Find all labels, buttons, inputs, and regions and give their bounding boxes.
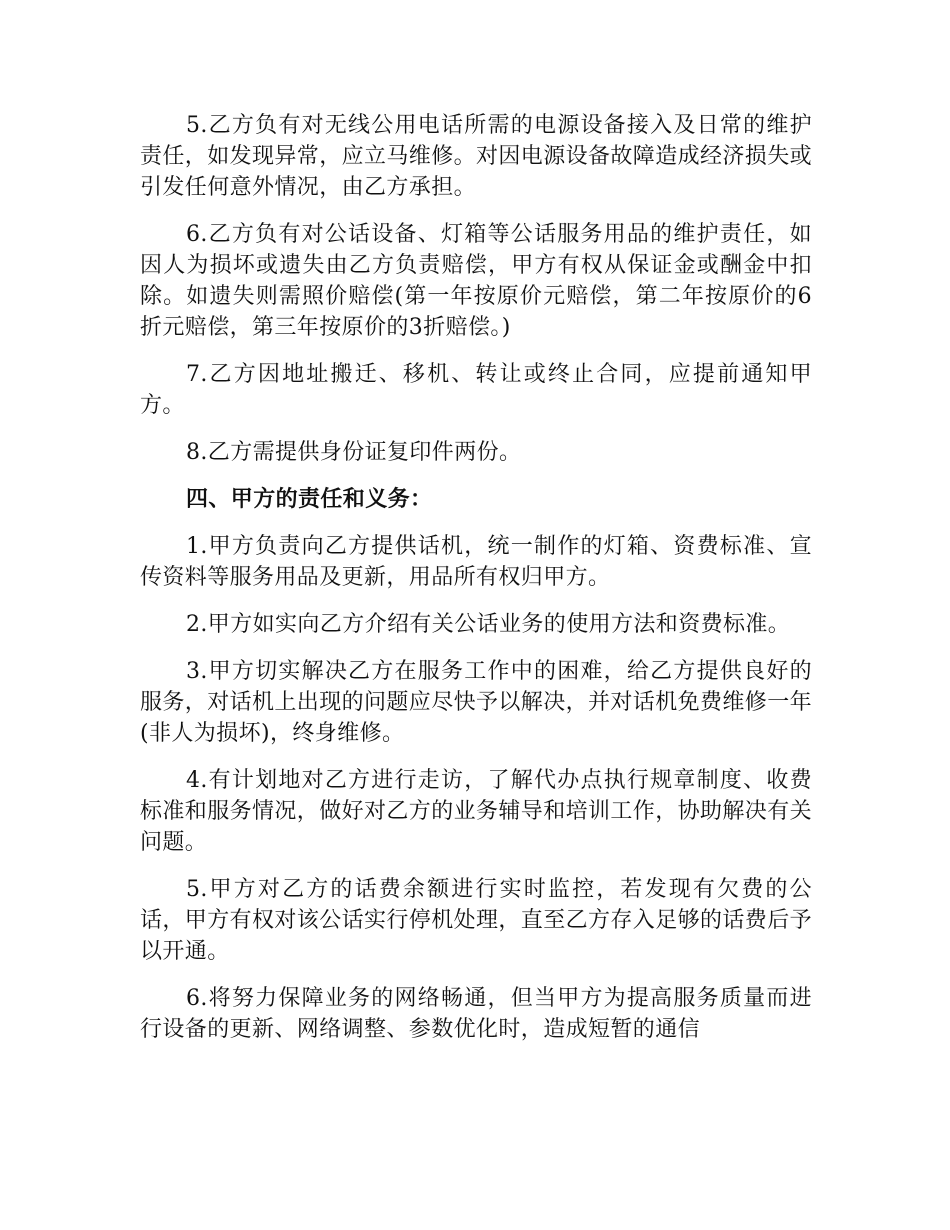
clause-b6-paragraph: 6.乙方负有对公话设备、灯箱等公话服务用品的维护责任，如因人为损坏或遗失由乙方负责赔偿，甲方有权从保证金或酬金中扣除。如遗失则需照价赔偿(第一年按原价元赔偿，第二年按原价的6折元赔偿，第三年按原价的3折赔偿。): [140, 222, 812, 340]
clause-a4-paragraph: 4.有计划地对乙方进行走访，了解代办点执行规章制度、收费标准和服务情况，做好对乙方的业务辅导和培训工作，协助解决有关问题。: [140, 768, 813, 855]
clause-b7-paragraph: 7.乙方因地址搬迁、移机、转让或终止合同，应提前通知甲方。: [140, 362, 812, 418]
clause-a1-paragraph: 1.甲方负责向乙方提供话机，统一制作的灯箱、资费标准、宣传资料等服务用品及更新，用品所有权归甲方。: [140, 534, 812, 590]
clause-a6-paragraph: 6.将努力保障业务的网络畅通，但当甲方为提高服务质量而进行设备的更新、网络调整、参数优化时，造成短暂的通信: [140, 986, 812, 1042]
clause-b5-paragraph: 5.乙方负有对无线公用电话所需的电源设备接入及日常的维护责任，如发现异常，应立马维修。对因电源设备故障造成经济损失或引发任何意外情况，由乙方承担。: [140, 113, 813, 200]
section-heading: 四、甲方的责任和义务：: [186, 487, 433, 512]
clause-a5-paragraph: 5.甲方对乙方的话费余额进行实时监控，若发现有欠费的公话，甲方有权对该公话实行停机处理，直至乙方存入足够的话费后予以开通。: [140, 877, 813, 964]
clause-a2-paragraph: 2.甲方如实向乙方介绍有关公话业务的使用方法和资费标准。: [186, 612, 791, 637]
clause-b8-paragraph: 8.乙方需提供身份证复印件两份。: [186, 440, 522, 465]
document-page: [140, 110, 812, 1061]
clause-a3-paragraph: 3.甲方切实解决乙方在服务工作中的困难，给乙方提供良好的服务，对话机上出现的问题应尽快予以解决，并对话机免费维修一年(非人为损坏)，终身维修。: [140, 659, 813, 746]
